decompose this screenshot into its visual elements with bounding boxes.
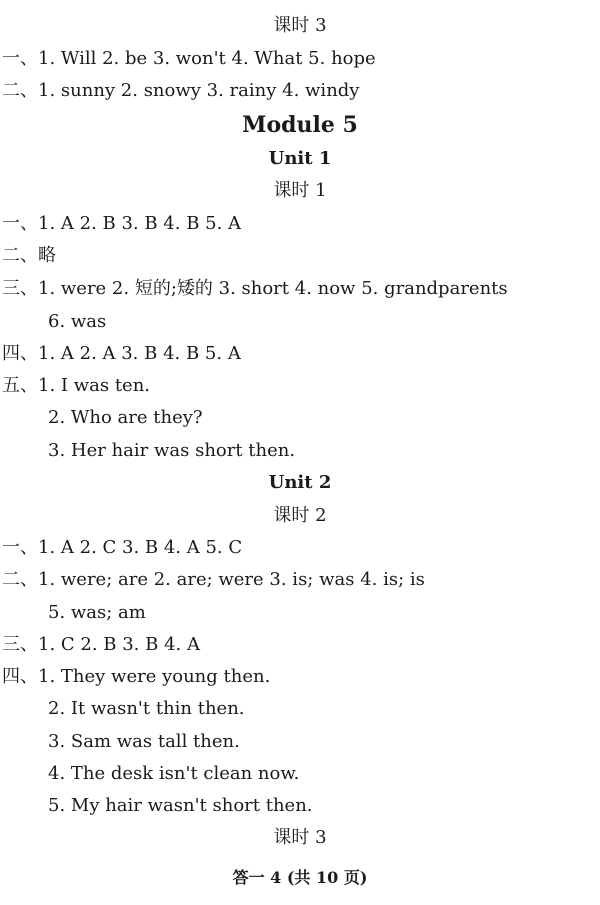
answer-line: 二、略 — [2, 245, 56, 266]
answer-line: 四、1. A 2. A 3. B 4. B 5. A — [2, 343, 241, 364]
answer-line-continued: 3. Sam was tall then. — [48, 731, 240, 752]
answer-line: 一、1. A 2. B 3. B 4. B 5. A — [2, 213, 242, 234]
lesson-heading: 课时 3 — [273, 827, 327, 848]
lesson-heading: 课时 2 — [273, 505, 327, 526]
answer-line-continued: 2. Who are they? — [48, 407, 203, 428]
answer-line: 四、1. They were young then. — [2, 666, 271, 687]
lesson-heading: 课时 3 — [273, 15, 327, 36]
unit-heading: Unit 1 — [268, 148, 332, 169]
answer-line: 一、1. A 2. C 3. B 4. A 5. C — [2, 537, 243, 558]
answer-line: 三、1. were 2. 短的;矮的 3. short 4. now 5. grandparents — [2, 278, 508, 299]
answer-line-continued: 2. It wasn't thin then. — [48, 698, 245, 719]
answer-line-continued: 3. Her hair was short then. — [48, 440, 296, 461]
answer-line-continued: 5. My hair wasn't short then. — [48, 795, 313, 816]
answer-line: 二、1. sunny 2. snowy 3. rainy 4. windy — [2, 80, 360, 101]
answer-line: 二、1. were; are 2. are; were 3. is; was 4. is; is — [2, 569, 425, 590]
answer-line: 一、1. Will 2. be 3. won't 4. What 5. hope — [2, 48, 376, 69]
module-heading: Module 5 — [242, 112, 358, 138]
page-footer: 答一 4 (共 10 页) — [232, 868, 368, 887]
answer-line: 三、1. C 2. B 3. B 4. A — [2, 634, 200, 655]
answer-line-continued: 6. was — [48, 311, 107, 332]
answer-line-continued: 5. was; am — [48, 602, 146, 623]
answer-line: 五、1. I was ten. — [2, 375, 151, 396]
answer-line-continued: 4. The desk isn't clean now. — [48, 763, 300, 784]
lesson-heading: 课时 1 — [273, 180, 327, 201]
unit-heading: Unit 2 — [268, 472, 332, 493]
